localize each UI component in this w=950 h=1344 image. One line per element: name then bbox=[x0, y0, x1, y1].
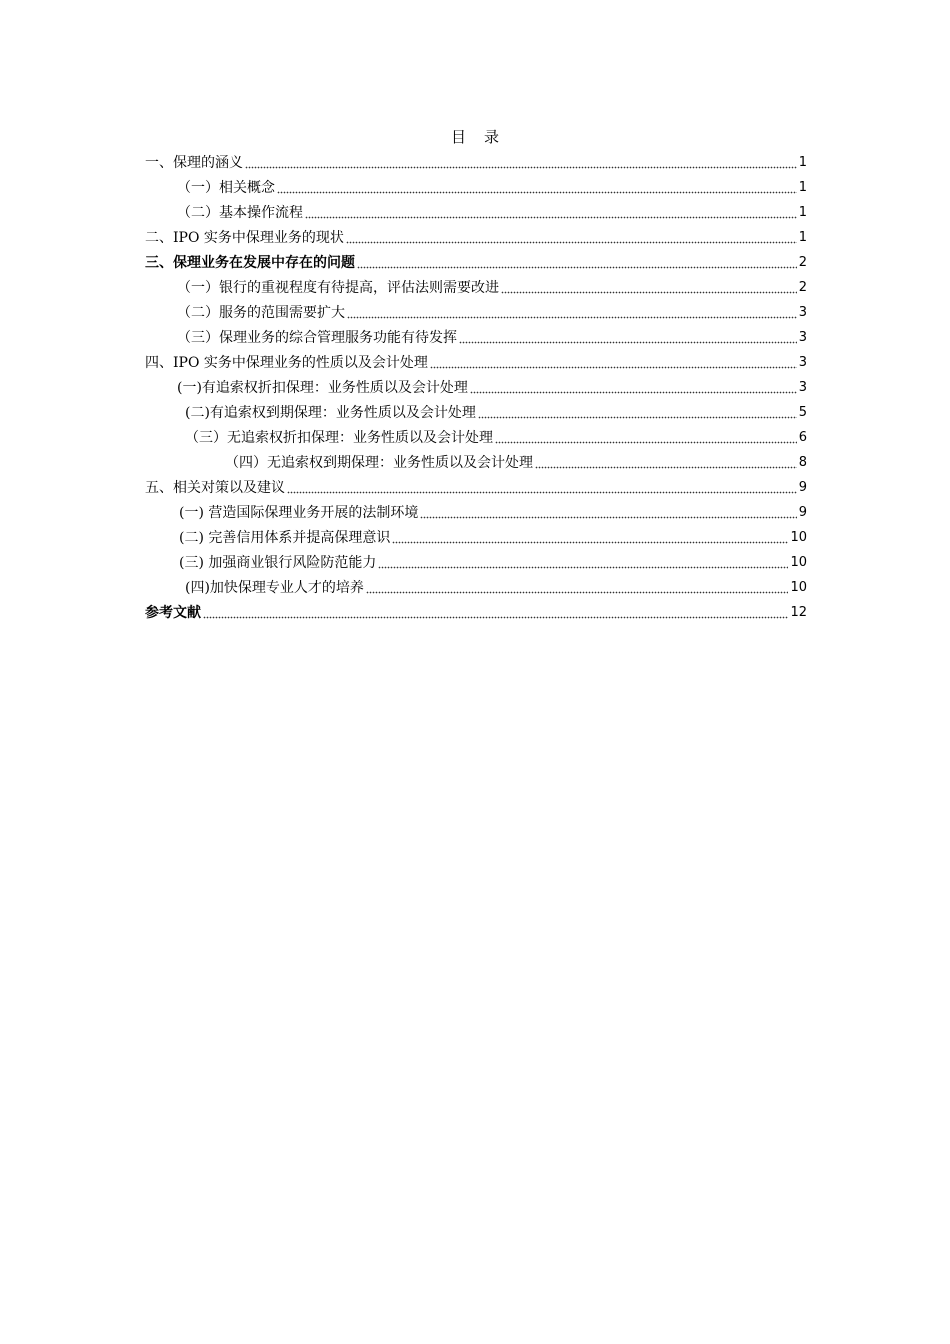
toc-entry[interactable] bbox=[145, 425, 807, 450]
toc-entry-label: （一）银行的重视程度有待提高，评估法则需要改进 bbox=[177, 279, 499, 296]
table-of-contents bbox=[145, 150, 807, 625]
dot-leader bbox=[305, 203, 797, 223]
toc-entry[interactable] bbox=[145, 600, 807, 625]
toc-entry-page: 9 bbox=[798, 479, 807, 495]
toc-entry-label: （四）无追索权到期保理：业务性质以及会计处理 bbox=[225, 454, 533, 471]
toc-entry-page: 2 bbox=[798, 279, 807, 295]
dot-leader bbox=[470, 378, 797, 398]
toc-entry[interactable] bbox=[145, 175, 807, 200]
toc-entry-label: （三）保理业务的综合管理服务功能有待发挥 bbox=[177, 329, 457, 346]
dot-leader bbox=[392, 528, 788, 548]
toc-entry-label: (一) 营造国际保理业务开展的法制环境 bbox=[179, 504, 419, 521]
toc-entry[interactable] bbox=[145, 350, 807, 375]
toc-entry[interactable] bbox=[145, 300, 807, 325]
toc-title-char-2: 录 bbox=[484, 128, 500, 146]
toc-entry-page: 1 bbox=[798, 179, 807, 195]
dot-leader bbox=[357, 253, 797, 273]
dot-leader bbox=[495, 428, 797, 448]
dot-leader bbox=[245, 153, 797, 173]
toc-entry-page: 3 bbox=[798, 304, 807, 320]
toc-title-char-1: 目 bbox=[450, 128, 466, 146]
dot-leader bbox=[347, 303, 797, 323]
toc-entry[interactable] bbox=[145, 525, 807, 550]
dot-leader bbox=[346, 228, 797, 248]
toc-entry-page: 10 bbox=[790, 579, 807, 595]
toc-entry[interactable] bbox=[145, 200, 807, 225]
toc-entry-page: 10 bbox=[790, 529, 807, 545]
toc-entry[interactable] bbox=[145, 400, 807, 425]
toc-entry-page: 8 bbox=[798, 454, 807, 470]
toc-entry[interactable] bbox=[145, 475, 807, 500]
toc-entry-page: 3 bbox=[798, 354, 807, 370]
toc-entry[interactable] bbox=[145, 325, 807, 350]
dot-leader bbox=[501, 278, 797, 298]
toc-entry[interactable] bbox=[145, 500, 807, 525]
dot-leader bbox=[459, 328, 797, 348]
toc-entry[interactable] bbox=[145, 275, 807, 300]
toc-entry[interactable] bbox=[145, 250, 807, 275]
dot-leader bbox=[287, 478, 797, 498]
toc-entry-page: 2 bbox=[798, 254, 807, 270]
toc-entry-label: （三）无追索权折扣保理：业务性质以及会计处理 bbox=[185, 429, 493, 446]
toc-entry[interactable] bbox=[145, 150, 807, 175]
toc-entry-page: 1 bbox=[798, 204, 807, 220]
toc-entry-label: (三) 加强商业银行风险防范能力 bbox=[179, 554, 377, 571]
toc-entry-page: 10 bbox=[790, 554, 807, 570]
toc-entry-page: 1 bbox=[798, 229, 807, 245]
toc-entry[interactable] bbox=[145, 225, 807, 250]
toc-entry[interactable] bbox=[145, 450, 807, 475]
toc-entry-label: (四)加快保理专业人才的培养 bbox=[185, 579, 364, 596]
toc-entry-label: 五、相关对策以及建议 bbox=[145, 479, 285, 496]
toc-entry-label: 三、保理业务在发展中存在的问题 bbox=[145, 254, 355, 271]
toc-entry-label: （二）服务的范围需要扩大 bbox=[177, 304, 345, 321]
toc-entry-label: （一）相关概念 bbox=[177, 179, 275, 196]
toc-entry-label: 二、IPO 实务中保理业务的现状 bbox=[145, 229, 344, 246]
toc-entry-page: 3 bbox=[798, 379, 807, 395]
toc-entry-page: 12 bbox=[790, 604, 807, 620]
toc-title bbox=[0, 126, 950, 148]
dot-leader bbox=[203, 603, 788, 623]
toc-entry-page: 3 bbox=[798, 329, 807, 345]
toc-entry[interactable] bbox=[145, 550, 807, 575]
toc-entry-label: 四、IPO 实务中保理业务的性质以及会计处理 bbox=[145, 354, 428, 371]
dot-leader bbox=[366, 578, 789, 598]
toc-entry-label: (二) 完善信用体系并提高保理意识 bbox=[179, 529, 391, 546]
toc-entry-label: （二）基本操作流程 bbox=[177, 204, 303, 221]
toc-entry-label: 参考文献 bbox=[145, 604, 201, 621]
toc-entry-label: 一、保理的涵义 bbox=[145, 154, 243, 171]
toc-entry[interactable] bbox=[145, 575, 807, 600]
dot-leader bbox=[535, 453, 797, 473]
toc-entry-page: 1 bbox=[798, 154, 807, 170]
dot-leader bbox=[478, 403, 797, 423]
toc-entry-page: 5 bbox=[798, 404, 807, 420]
dot-leader bbox=[420, 503, 796, 523]
toc-entry-page: 9 bbox=[798, 504, 807, 520]
toc-entry-label: (二)有追索权到期保理：业务性质以及会计处理 bbox=[185, 404, 476, 421]
toc-entry[interactable] bbox=[145, 375, 807, 400]
toc-entry-label: (一)有追索权折扣保理：业务性质以及会计处理 bbox=[177, 379, 468, 396]
toc-entry-page: 6 bbox=[798, 429, 807, 445]
dot-leader bbox=[430, 353, 797, 373]
dot-leader bbox=[277, 178, 797, 198]
dot-leader bbox=[378, 553, 788, 573]
